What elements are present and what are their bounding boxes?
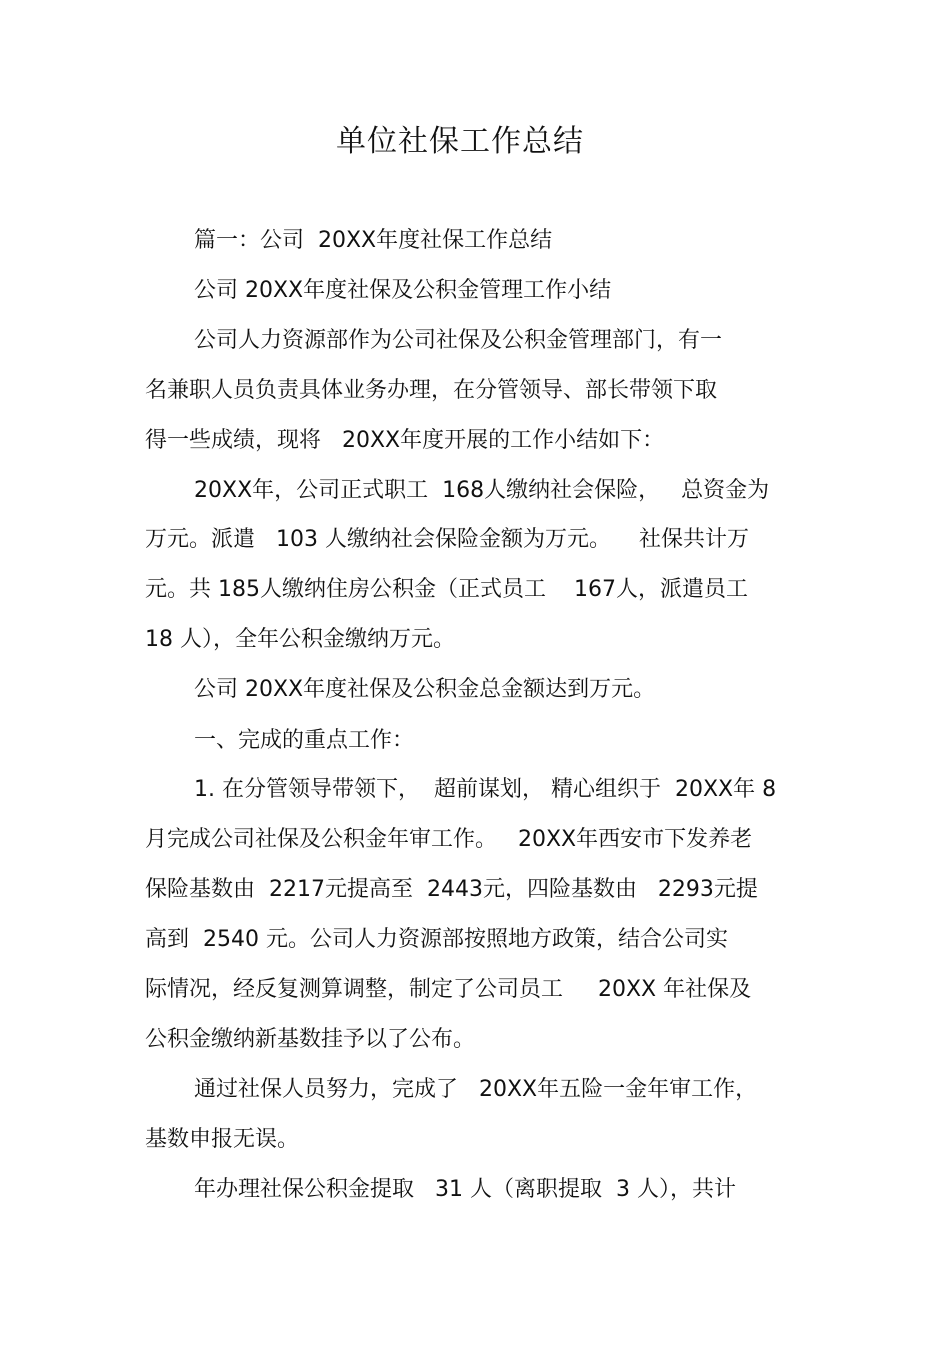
document-title: 单位社保工作总结 — [336, 124, 584, 159]
paragraph-line: 公司 20XX年度社保及公积金总金额达到万元。 — [194, 677, 656, 702]
paragraph-line: 公司人力资源部作为公司社保及公积金管理部门，有一 — [194, 328, 723, 353]
paragraph-line: 1. 在分管领导带领下， 超前谋划， 精心组织于 20XX年 8 — [194, 777, 777, 802]
paragraph-line: 18 人），全年公积金缴纳万元。 — [145, 627, 455, 652]
paragraph-line: 元。共 185人缴纳住房公积金（正式员工 167人，派遣员工 — [145, 577, 748, 602]
paragraph-line: 万元。派遣 103 人缴纳社会保险金额为万元。 社保共计万 — [145, 527, 749, 552]
paragraph-line: 篇一：公司 20XX年度社保工作总结 — [194, 228, 553, 253]
paragraph-line: 月完成公司社保及公积金年审工作。 20XX年西安市下发养老 — [145, 827, 753, 852]
paragraph-line: 际情况，经反复测算调整，制定了公司员工 20XX 年社保及 — [145, 977, 752, 1002]
paragraph-line: 保险基数由 2217元提高至 2443元，四险基数由 2293元提 — [145, 877, 758, 902]
paragraph-line: 得一些成绩，现将 20XX年度开展的工作小结如下： — [145, 428, 665, 453]
paragraph-line: 公司 20XX年度社保及公积金管理工作小结 — [194, 278, 612, 303]
paragraph-line: 基数申报无误。 — [145, 1127, 300, 1152]
paragraph-line: 通过社保人员努力，完成了 20XX年五险一金年审工作， — [194, 1077, 758, 1102]
paragraph-line: 年办理社保公积金提取 31 人（离职提取 3 人），共计 — [194, 1177, 736, 1202]
paragraph-line: 20XX年，公司正式职工 168人缴纳社会保险， 总资金为 — [194, 478, 770, 503]
paragraph-line: 一、完成的重点工作： — [194, 728, 415, 753]
paragraph-line: 名兼职人员负责具体业务办理，在分管领导、部长带领下取 — [145, 378, 718, 403]
paragraph-line: 高到 2540 元。公司人力资源部按照地方政策，结合公司实 — [145, 927, 728, 952]
paragraph-line: 公积金缴纳新基数挂予以了公布。 — [145, 1027, 476, 1052]
